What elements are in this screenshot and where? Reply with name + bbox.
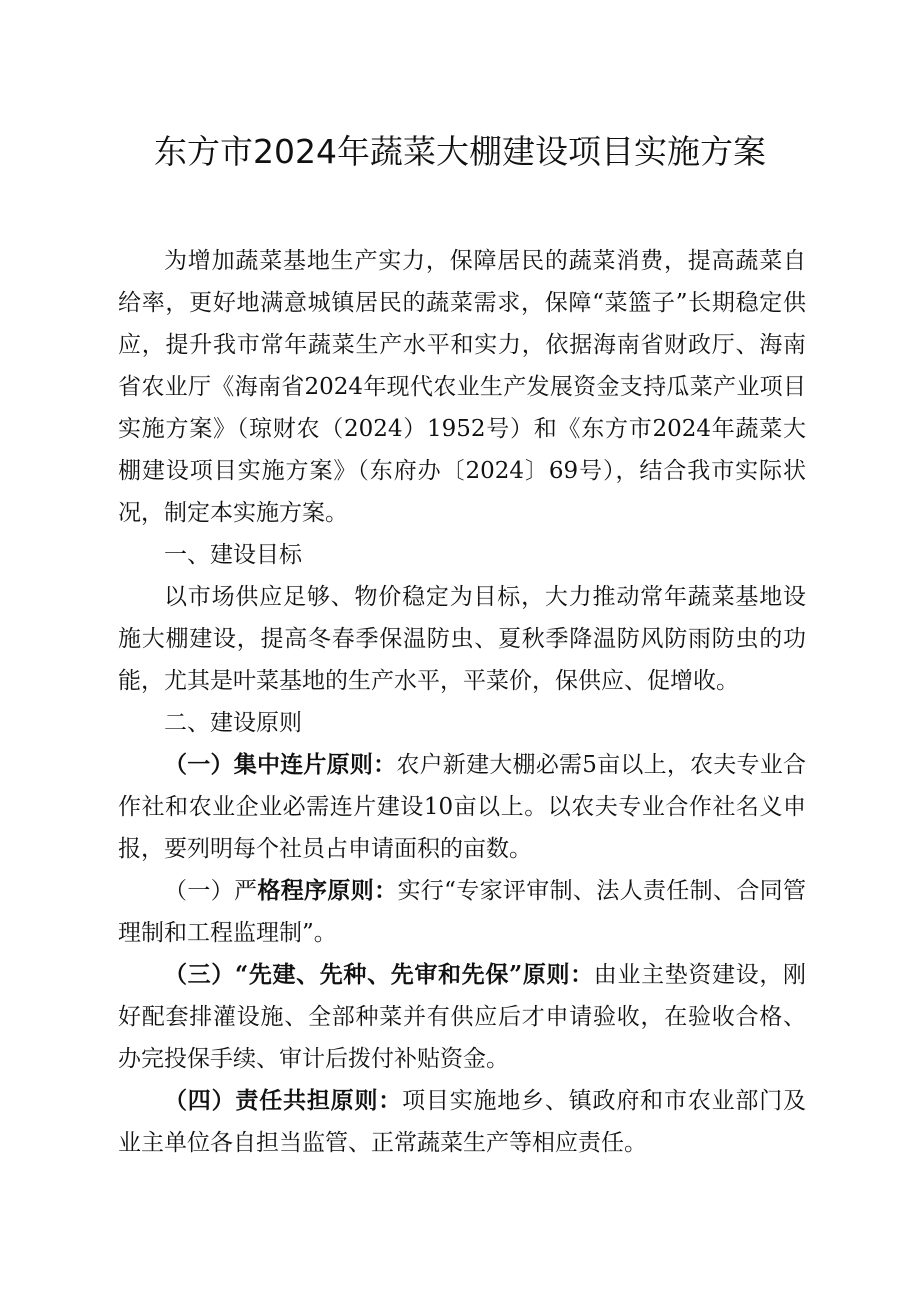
principle-3-text: 由业主垫资建设，刚好配套排灌设施、全部种菜并有供应后才申请验收，在验收合格、办完投保手续、审计后拨付补贴资金。 — [118, 962, 806, 1072]
document-title: 东方市2024年蔬菜大棚建设项目实施方案 — [154, 132, 766, 171]
section-heading-goals: 一、建设目标 — [164, 542, 302, 568]
intro-paragraph: 为增加蔬菜基地生产实力，保障居民的蔬菜消费，提高蔬菜自给率，更好地满意城镇居民的蔬菜需求，保障“菜篮子”长期稳定供应，提升我市常年蔬菜生产水平和实力，依据海南省财政厅、海南省农业厅《海南省2024年现代农业生产发展资金支持瓜菜产业项目实施方案》（琼财农（2024）1952号）和《东方市2024年蔬菜大棚建设项目实施方案》（东府办〔2024〕69号），结合我市实际状况，制定本实施方案。 — [118, 248, 806, 526]
principle-4-text: 项目实施地乡、镇政府和市农业部门及业主单位各自担当监管、正常蔬菜生产等相应责任。 — [118, 1088, 807, 1156]
section-heading-principles: 二、建设原则 — [164, 710, 302, 736]
principle-2-label: 格程序原则： — [257, 877, 398, 904]
principle-item-3 — [118, 954, 806, 1080]
principle-1-text: 农户新建大棚必需5亩以上，农夫专业合作社和农业企业必需连片建设10亩以上。以农夫专业合作社名义申报，要列明每个社员占申请面积的亩数。 — [118, 752, 806, 862]
goals-paragraph: 以市场供应足够、物价稳定为目标，大力推动常年蔬菜基地设施大棚建设，提高冬春季保温防虫、夏秋季降温防风防雨防虫的功能，尤其是叶菜基地的生产水平，平菜价，保供应、促增收。 — [118, 584, 806, 694]
principle-3-label: （三）“先建、先种、先审和先保”原则： — [164, 961, 594, 988]
principle-1-label: （一）集中连片原则： — [164, 751, 397, 778]
principle-item-1 — [118, 744, 806, 870]
principle-2-text: 实行“专家评审制、法人责任制、合同管理制和工程监理制”。 — [118, 878, 807, 946]
principle-4-label: （四）责任共担原则： — [164, 1087, 403, 1114]
principle-2-prefix: （一）严 — [164, 878, 258, 904]
principle-item-4 — [118, 1080, 806, 1164]
principle-item-2 — [118, 870, 806, 954]
